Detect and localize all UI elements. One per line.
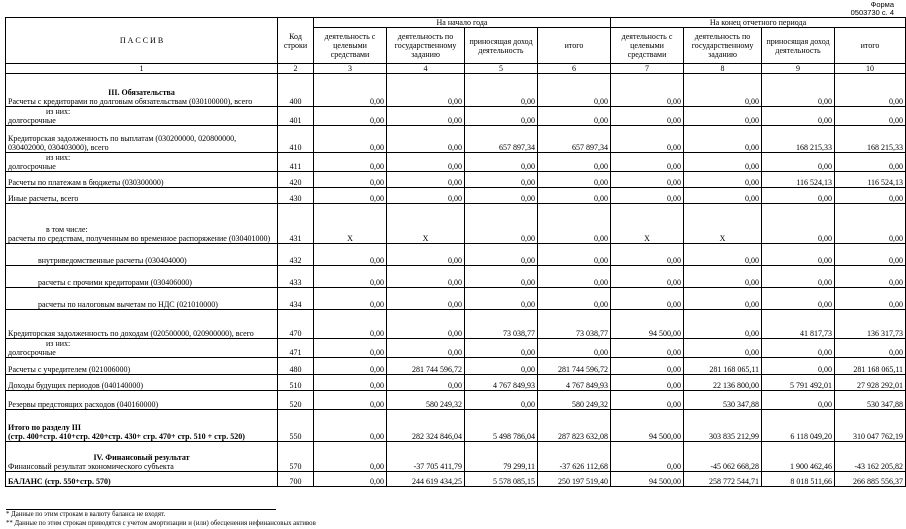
- header-passive: П А С С И В: [6, 18, 278, 64]
- value-cell: 5 791 492,01: [762, 375, 835, 391]
- row-label-text: Расчеты по платежам в бюджеты (030300000): [8, 178, 164, 187]
- row-label-text: Кредиторская задолженность по выплатам (030200000, 020800000, 030402000, 030403000), всего: [8, 134, 237, 152]
- colnum-4: 4: [387, 64, 465, 74]
- value-cell: 0,00: [538, 188, 611, 204]
- value-cell: 0,00: [465, 74, 538, 107]
- table-row: [6, 74, 906, 107]
- row-label-text: Итого по разделу III: [8, 423, 82, 432]
- value-cell: 281 168 065,11: [835, 358, 906, 375]
- table-row: [6, 472, 906, 487]
- value-cell: 0,00: [465, 358, 538, 375]
- value-cell: 0,00: [387, 172, 465, 188]
- value-cell: 136 317,73: [835, 310, 906, 339]
- row-label-text: из них:: [46, 339, 71, 348]
- value-cell: 0,00: [314, 266, 387, 288]
- value-cell: 0,00: [465, 244, 538, 266]
- footnote-divider: [6, 509, 276, 510]
- header-col-10: итого: [835, 28, 906, 64]
- value-cell: 0,00: [684, 339, 762, 358]
- table-row: [6, 204, 906, 244]
- row-label-text: из них:: [46, 153, 71, 162]
- table-row: [6, 410, 906, 442]
- value-cell: 73 038,77: [538, 310, 611, 339]
- value-cell: 0,00: [762, 74, 835, 107]
- value-cell: 0,00: [314, 472, 387, 487]
- header-col-4: деятельность по государственному заданию: [387, 28, 465, 64]
- row-label-text: расчеты по налоговым вычетам по НДС (021010000): [38, 300, 218, 309]
- value-cell: 0,00: [611, 244, 684, 266]
- row-label: [6, 153, 278, 172]
- value-cell: 281 744 596,72: [387, 358, 465, 375]
- value-cell: 168 215,33: [762, 126, 835, 153]
- value-cell: 0,00: [762, 391, 835, 410]
- section-title: IV. Финансовый результат: [93, 453, 190, 462]
- row-label: [6, 288, 278, 310]
- row-label: [6, 266, 278, 288]
- value-cell: 250 197 519,40: [538, 472, 611, 487]
- value-cell: 0,00: [314, 172, 387, 188]
- table-row: [6, 391, 906, 410]
- value-cell: 0,00: [611, 442, 684, 472]
- colnum-10: 10: [835, 64, 906, 74]
- value-cell: 303 835 212,99: [684, 410, 762, 442]
- row-sublabel: долгосрочные: [8, 162, 56, 171]
- row-code: 510: [278, 375, 314, 391]
- table-row: [6, 266, 906, 288]
- value-cell: 0,00: [762, 244, 835, 266]
- value-cell: 1 900 462,46: [762, 442, 835, 472]
- value-cell: 0,00: [387, 188, 465, 204]
- value-cell: 0,00: [762, 153, 835, 172]
- form-code: [851, 1, 894, 17]
- value-cell: 0,00: [538, 172, 611, 188]
- value-cell: 0,00: [762, 339, 835, 358]
- value-cell: 0,00: [611, 391, 684, 410]
- value-cell: 0,00: [538, 204, 611, 244]
- value-cell: 0,00: [314, 244, 387, 266]
- value-cell: 0,00: [538, 339, 611, 358]
- value-cell: 0,00: [835, 107, 906, 126]
- row-sublabel: расчеты по средствам, полученным во временное распоряжение (030401000): [8, 234, 271, 243]
- value-cell: 0,00: [314, 153, 387, 172]
- header-col-9: приносящая доход деятельность: [762, 28, 835, 64]
- value-cell: -45 062 668,28: [684, 442, 762, 472]
- row-label: [6, 244, 278, 266]
- row-label-text: Расчеты с учредителем (021006000): [8, 365, 131, 374]
- header-col-7: деятельность с целевыми средствами: [611, 28, 684, 64]
- value-cell: 244 619 434,25: [387, 472, 465, 487]
- value-cell: 0,00: [684, 74, 762, 107]
- value-cell: 0,00: [835, 74, 906, 107]
- value-cell: 530 347,88: [684, 391, 762, 410]
- header-col-3: деятельность с целевыми средствами: [314, 28, 387, 64]
- value-cell: -37 705 411,79: [387, 442, 465, 472]
- value-cell: 0,00: [314, 126, 387, 153]
- row-label: [6, 74, 278, 107]
- row-code: 570: [278, 442, 314, 472]
- table-row: [6, 107, 906, 126]
- value-cell: 657 897,34: [538, 126, 611, 153]
- row-code: 550: [278, 410, 314, 442]
- value-cell: 0,00: [835, 188, 906, 204]
- table-row: [6, 288, 906, 310]
- value-cell: 0,00: [387, 288, 465, 310]
- value-cell: X: [611, 204, 684, 244]
- row-label: [6, 358, 278, 375]
- value-cell: 116 524,13: [762, 172, 835, 188]
- row-code: 480: [278, 358, 314, 375]
- row-label: [6, 339, 278, 358]
- colnum-9: 9: [762, 64, 835, 74]
- header-col-6: итого: [538, 28, 611, 64]
- value-cell: 0,00: [611, 188, 684, 204]
- value-cell: 94 500,00: [611, 410, 684, 442]
- value-cell: 0,00: [611, 172, 684, 188]
- row-label: [6, 172, 278, 188]
- value-cell: 0,00: [387, 74, 465, 107]
- value-cell: 0,00: [314, 339, 387, 358]
- value-cell: 0,00: [465, 107, 538, 126]
- value-cell: 0,00: [611, 266, 684, 288]
- table-row: [6, 188, 906, 204]
- colnum-7: 7: [611, 64, 684, 74]
- row-label-text: Доходы будущих периодов (040140000): [8, 381, 143, 390]
- value-cell: 22 136 800,00: [684, 375, 762, 391]
- row-label: [6, 204, 278, 244]
- value-cell: 0,00: [465, 204, 538, 244]
- value-cell: 0,00: [314, 375, 387, 391]
- value-cell: 0,00: [387, 339, 465, 358]
- value-cell: 310 047 762,19: [835, 410, 906, 442]
- value-cell: 0,00: [611, 74, 684, 107]
- row-code: 471: [278, 339, 314, 358]
- table-row: [6, 339, 906, 358]
- value-cell: 0,00: [465, 172, 538, 188]
- value-cell: 657 897,34: [465, 126, 538, 153]
- value-cell: 0,00: [835, 266, 906, 288]
- row-label: [6, 188, 278, 204]
- row-label: [6, 391, 278, 410]
- row-label: [6, 410, 278, 442]
- value-cell: 0,00: [465, 266, 538, 288]
- value-cell: 0,00: [538, 74, 611, 107]
- value-cell: 0,00: [611, 288, 684, 310]
- value-cell: 0,00: [465, 339, 538, 358]
- value-cell: 0,00: [684, 107, 762, 126]
- value-cell: 168 215,33: [835, 126, 906, 153]
- table-row: [6, 244, 906, 266]
- value-cell: 0,00: [465, 288, 538, 310]
- value-cell: 266 885 556,37: [835, 472, 906, 487]
- row-label: [6, 375, 278, 391]
- row-label-text: в том числе:: [46, 225, 88, 234]
- value-cell: 0,00: [835, 339, 906, 358]
- row-label-text: внутриведомственные расчеты (030404000): [38, 256, 187, 265]
- value-cell: 0,00: [538, 153, 611, 172]
- value-cell: -37 626 112,68: [538, 442, 611, 472]
- table-row: [6, 442, 906, 472]
- value-cell: 580 249,32: [538, 391, 611, 410]
- row-label: [6, 472, 278, 487]
- value-cell: 0,00: [387, 126, 465, 153]
- row-label-text: Резервы предстоящих расходов (040160000): [8, 400, 159, 409]
- row-label: [6, 310, 278, 339]
- section-title: III. Обязательства: [108, 88, 175, 97]
- value-cell: 27 928 292,01: [835, 375, 906, 391]
- value-cell: 0,00: [611, 339, 684, 358]
- colnum-5: 5: [465, 64, 538, 74]
- value-cell: 5 578 085,15: [465, 472, 538, 487]
- value-cell: 0,00: [314, 107, 387, 126]
- header-col-5: приносящая доход деятельность: [465, 28, 538, 64]
- value-cell: 94 500,00: [611, 310, 684, 339]
- value-cell: 0,00: [835, 153, 906, 172]
- value-cell: 0,00: [684, 288, 762, 310]
- value-cell: 116 524,13: [835, 172, 906, 188]
- value-cell: 4 767 849,93: [538, 375, 611, 391]
- value-cell: 0,00: [762, 358, 835, 375]
- value-cell: 0,00: [762, 288, 835, 310]
- table-row: [6, 153, 906, 172]
- value-cell: 0,00: [684, 266, 762, 288]
- form-number: 0503730 с. 4: [850, 8, 894, 17]
- row-sublabel: долгосрочные: [8, 116, 56, 125]
- value-cell: 0,00: [538, 266, 611, 288]
- value-cell: 0,00: [611, 375, 684, 391]
- value-cell: 0,00: [314, 391, 387, 410]
- row-code: 410: [278, 126, 314, 153]
- row-code: 431: [278, 204, 314, 244]
- colnum-3: 3: [314, 64, 387, 74]
- value-cell: 0,00: [314, 188, 387, 204]
- value-cell: 0,00: [314, 288, 387, 310]
- value-cell: 41 817,73: [762, 310, 835, 339]
- value-cell: X: [684, 204, 762, 244]
- row-label-extra: (стр. 400+стр. 410+стр. 420+стр. 430+ стр. 470+ стр. 510 + стр. 520): [8, 432, 245, 441]
- colnum-8: 8: [684, 64, 762, 74]
- value-cell: 580 249,32: [387, 391, 465, 410]
- row-code: 420: [278, 172, 314, 188]
- footnote-1: * Данные по этим строкам в валюту баланса не входят.: [6, 511, 166, 518]
- value-cell: 0,00: [538, 244, 611, 266]
- header-end: На конец отчетного периода: [611, 18, 906, 28]
- row-label-extra: Расчеты с кредиторами по долговым обязательствам (030100000), всего: [8, 97, 253, 106]
- value-cell: 0,00: [387, 107, 465, 126]
- value-cell: 0,00: [538, 288, 611, 310]
- row-label-extra: Финансовый результат экономического субъекта: [8, 462, 174, 471]
- value-cell: 0,00: [684, 188, 762, 204]
- value-cell: 530 347,88: [835, 391, 906, 410]
- value-cell: 8 018 511,66: [762, 472, 835, 487]
- table-row: [6, 172, 906, 188]
- colnum-2: 2: [278, 64, 314, 74]
- form-label: Форма: [870, 0, 894, 9]
- value-cell: 5 498 786,04: [465, 410, 538, 442]
- value-cell: 0,00: [762, 266, 835, 288]
- value-cell: 0,00: [387, 266, 465, 288]
- value-cell: 0,00: [465, 188, 538, 204]
- value-cell: 0,00: [538, 107, 611, 126]
- value-cell: 0,00: [387, 310, 465, 339]
- value-cell: 0,00: [762, 188, 835, 204]
- value-cell: 258 772 544,71: [684, 472, 762, 487]
- value-cell: 282 324 846,04: [387, 410, 465, 442]
- value-cell: 0,00: [387, 244, 465, 266]
- row-label: [6, 442, 278, 472]
- value-cell: 0,00: [835, 288, 906, 310]
- value-cell: 0,00: [314, 410, 387, 442]
- value-cell: 94 500,00: [611, 472, 684, 487]
- row-label: [6, 126, 278, 153]
- value-cell: 0,00: [835, 244, 906, 266]
- value-cell: 0,00: [762, 107, 835, 126]
- value-cell: 0,00: [611, 107, 684, 126]
- row-code: 401: [278, 107, 314, 126]
- value-cell: 79 299,11: [465, 442, 538, 472]
- value-cell: -43 162 205,82: [835, 442, 906, 472]
- value-cell: 0,00: [314, 358, 387, 375]
- value-cell: 0,00: [314, 74, 387, 107]
- table-row: [6, 310, 906, 339]
- row-sublabel: долгосрочные: [8, 348, 56, 357]
- row-code: 400: [278, 74, 314, 107]
- row-code: 700: [278, 472, 314, 487]
- value-cell: 0,00: [465, 153, 538, 172]
- balance-table: [5, 17, 906, 487]
- value-cell: 0,00: [387, 375, 465, 391]
- row-label-text: из них:: [46, 107, 71, 116]
- value-cell: 6 118 049,20: [762, 410, 835, 442]
- value-cell: 0,00: [611, 153, 684, 172]
- table-row: [6, 358, 906, 375]
- footnote-2: ** Данные по этим строкам приводятся с учетом амортизации и (или) обесценения нефинансовых активов: [6, 520, 316, 527]
- row-code: 470: [278, 310, 314, 339]
- header-start: На начало года: [314, 18, 611, 28]
- value-cell: 0,00: [465, 391, 538, 410]
- value-cell: 0,00: [611, 358, 684, 375]
- row-label: [6, 107, 278, 126]
- value-cell: 287 823 632,08: [538, 410, 611, 442]
- header-code: Код строки: [278, 18, 314, 64]
- row-label-text: Иные расчеты, всего: [8, 194, 79, 203]
- row-code: 434: [278, 288, 314, 310]
- value-cell: 0,00: [611, 126, 684, 153]
- value-cell: 73 038,77: [465, 310, 538, 339]
- row-code: 520: [278, 391, 314, 410]
- row-label-text: БАЛАНС (стр. 550+стр. 570): [8, 477, 111, 486]
- value-cell: 281 744 596,72: [538, 358, 611, 375]
- value-cell: X: [314, 204, 387, 244]
- row-code: 411: [278, 153, 314, 172]
- value-cell: 0,00: [684, 310, 762, 339]
- value-cell: 0,00: [387, 153, 465, 172]
- value-cell: 0,00: [684, 172, 762, 188]
- row-label-text: Кредиторская задолженность по доходам (020500000, 020900000), всего: [8, 329, 254, 338]
- row-code: 430: [278, 188, 314, 204]
- table-row: [6, 375, 906, 391]
- row-code: 433: [278, 266, 314, 288]
- value-cell: 0,00: [684, 153, 762, 172]
- row-label-text: расчеты с прочими кредиторами (030406000): [38, 278, 192, 287]
- header-col-8: деятельность по государственному заданию: [684, 28, 762, 64]
- row-code: 432: [278, 244, 314, 266]
- colnum-1: 1: [6, 64, 278, 74]
- table-row: [6, 126, 906, 153]
- colnum-6: 6: [538, 64, 611, 74]
- value-cell: 0,00: [762, 204, 835, 244]
- value-cell: 281 168 065,11: [684, 358, 762, 375]
- value-cell: 0,00: [684, 126, 762, 153]
- value-cell: 0,00: [684, 244, 762, 266]
- value-cell: X: [387, 204, 465, 244]
- value-cell: 4 767 849,93: [465, 375, 538, 391]
- value-cell: 0,00: [314, 310, 387, 339]
- value-cell: 0,00: [314, 442, 387, 472]
- value-cell: 0,00: [835, 204, 906, 244]
